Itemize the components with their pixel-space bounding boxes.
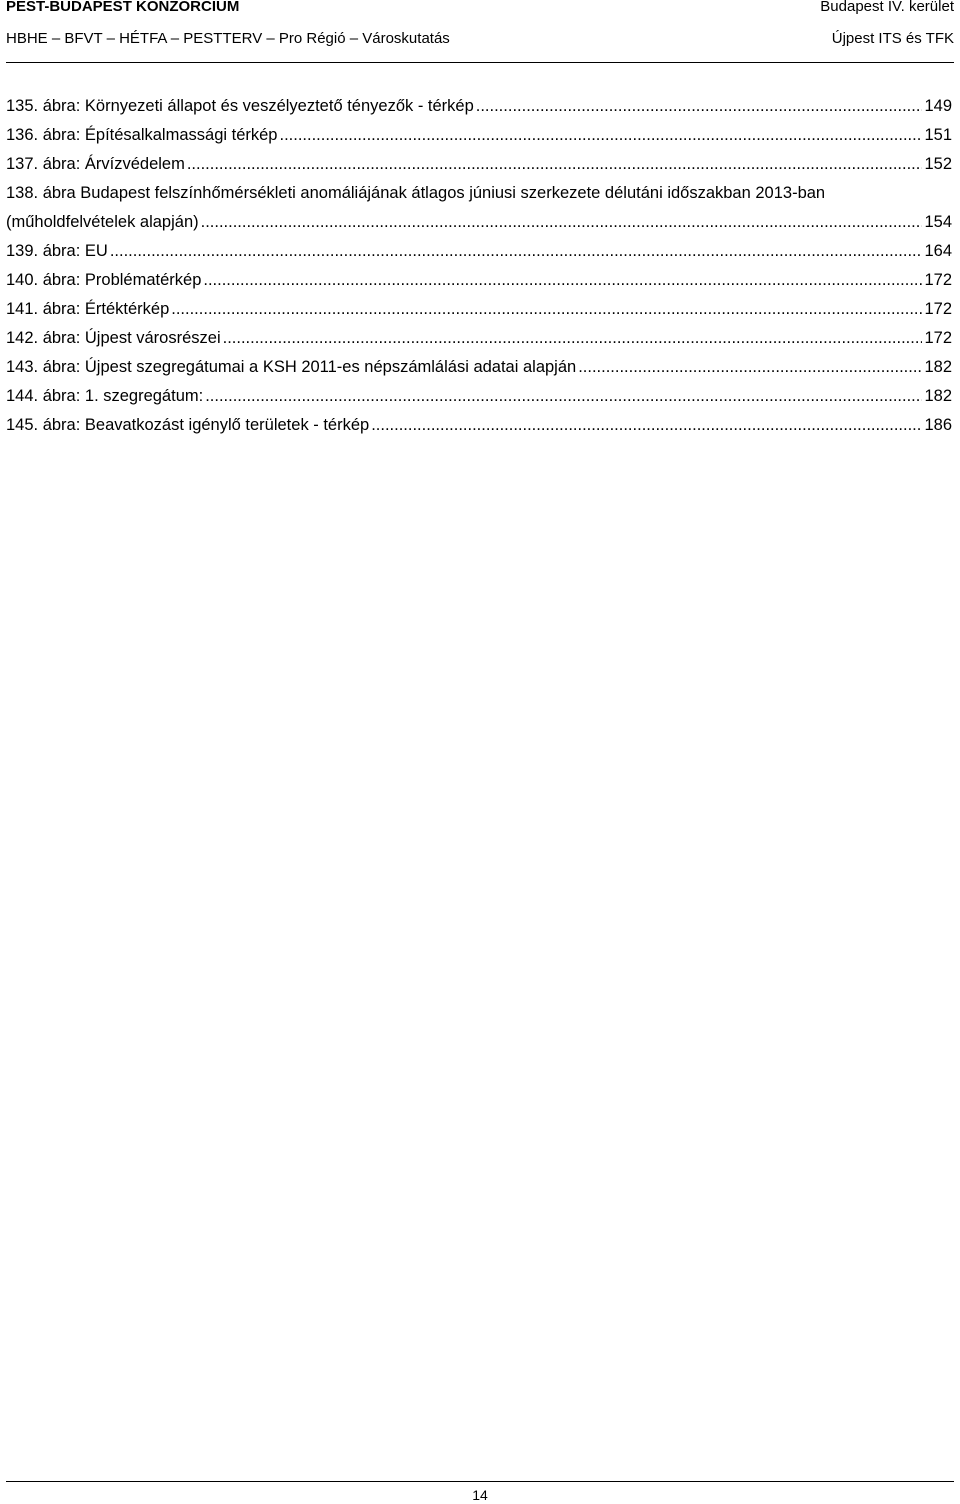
- header-doc-title: Újpest ITS és TFK: [831, 30, 954, 47]
- toc-entry[interactable]: [6, 92, 952, 121]
- page-number: 14: [472, 1487, 488, 1503]
- toc-entry-page: 172: [924, 329, 952, 347]
- toc-entry[interactable]: [6, 411, 952, 440]
- toc-entry-page: 151: [924, 126, 952, 144]
- toc-entry-page: 172: [924, 300, 952, 318]
- toc-leader-dots: [476, 92, 923, 121]
- toc-entry-text: 137. ábra: Árvízvédelem: [6, 155, 185, 173]
- toc-entry-text: 142. ábra: Újpest városrészei: [6, 329, 221, 347]
- toc-entry-text: 143. ábra: Újpest szegregátumai a KSH 2011-es népszámlálási adatai alapján: [6, 358, 577, 376]
- page-header: [6, 0, 954, 63]
- toc-leader-dots: [223, 324, 923, 353]
- footer-divider: [6, 1481, 954, 1482]
- toc-entry-text: 144. ábra: 1. szegregátum:: [6, 387, 204, 405]
- toc-leader-dots: [201, 208, 923, 237]
- figure-list: [6, 92, 952, 440]
- toc-entry[interactable]: [6, 324, 952, 353]
- header-district: Budapest IV. kerület: [820, 0, 954, 15]
- toc-leader-dots: [371, 411, 922, 440]
- toc-entry-text: 145. ábra: Beavatkozást igénylő területek - térkép: [6, 416, 370, 434]
- toc-entry[interactable]: [6, 179, 952, 237]
- toc-entry[interactable]: [6, 121, 952, 150]
- toc-leader-dots: [110, 237, 923, 266]
- toc-leader-dots: [578, 353, 922, 382]
- toc-entry[interactable]: [6, 382, 952, 411]
- toc-entry-page: 164: [924, 242, 952, 260]
- toc-entry-text: 139. ábra: EU: [6, 242, 108, 260]
- toc-entry-text: 135. ábra: Környezeti állapot és veszélyeztető tényezők - térkép: [6, 97, 474, 115]
- toc-entry-page: 186: [924, 416, 952, 434]
- toc-entry-page: 182: [924, 387, 952, 405]
- toc-leader-dots: [203, 266, 922, 295]
- toc-leader-dots: [187, 150, 923, 179]
- toc-leader-dots: [205, 382, 922, 411]
- toc-entry-text-line1: 138. ábra Budapest felszínhőmérsékleti anomáliájának átlagos júniusi szerkezete délutáni időszakban 2013-ban: [6, 184, 826, 202]
- header-row-bottom: [6, 30, 954, 48]
- header-org: PEST-BUDAPEST KONZORCIUM: [6, 0, 240, 15]
- toc-entry-text: 141. ábra: Értéktérkép: [6, 300, 170, 318]
- toc-entry[interactable]: [6, 266, 952, 295]
- toc-entry[interactable]: [6, 295, 952, 324]
- header-members: HBHE – BFVT – HÉTFA – PESTTERV – Pro Régió – Városkutatás: [6, 30, 450, 47]
- toc-entry-page: 154: [924, 213, 952, 231]
- toc-entry[interactable]: [6, 150, 952, 179]
- toc-leader-dots: [280, 121, 923, 150]
- toc-entry-text: 140. ábra: Problématérkép: [6, 271, 202, 289]
- toc-entry-page: 152: [924, 155, 952, 173]
- toc-entry-page: 182: [924, 358, 952, 376]
- toc-leader-dots: [171, 295, 922, 324]
- toc-entry-text: 136. ábra: Építésalkalmassági térkép: [6, 126, 278, 144]
- toc-entry-page: 149: [924, 97, 952, 115]
- header-row-top: [6, 0, 954, 16]
- toc-entry-text-line2: (műholdfelvételek alapján): [6, 213, 199, 231]
- toc-entry-page: 172: [924, 271, 952, 289]
- toc-entry[interactable]: [6, 237, 952, 266]
- toc-entry[interactable]: [6, 353, 952, 382]
